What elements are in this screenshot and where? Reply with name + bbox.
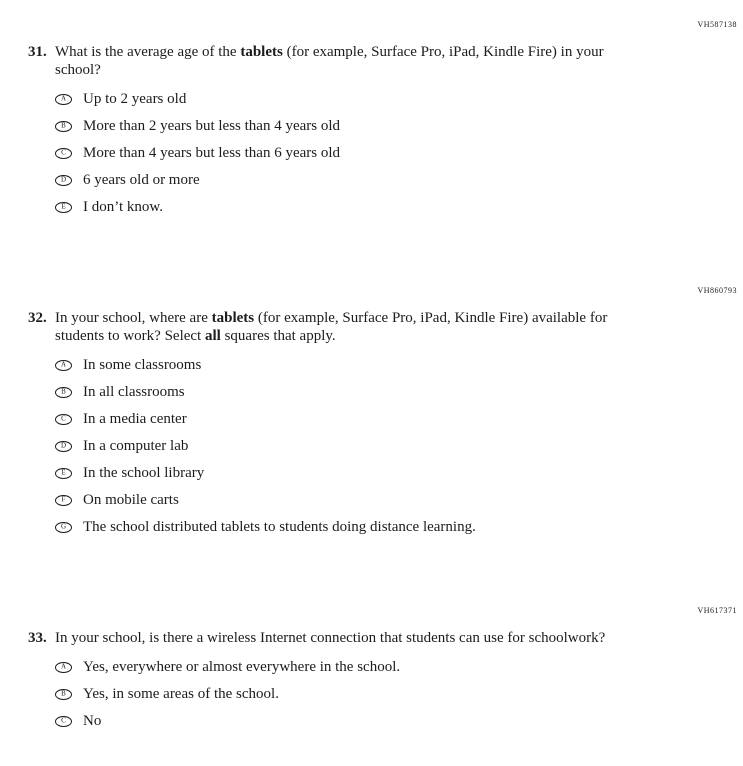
answer-bubble[interactable]	[55, 495, 72, 506]
answer-bubble-letter: C	[61, 148, 66, 156]
answer-bubble-letter: B	[61, 387, 66, 395]
question-number: 33.	[28, 630, 47, 646]
answer-option[interactable]	[55, 437, 737, 455]
answer-bubble[interactable]	[55, 662, 72, 673]
answer-bubble[interactable]	[55, 360, 72, 371]
answer-bubble-letter: E	[61, 202, 66, 210]
answer-option[interactable]	[55, 491, 737, 509]
answer-bubble[interactable]	[55, 441, 72, 452]
answer-option[interactable]	[55, 144, 737, 162]
question-text-segment: In your school, is there a wireless Internet connection that students can use for schoolwork?	[55, 630, 606, 646]
answer-option[interactable]	[55, 90, 737, 108]
answer-bubble-letter: D	[60, 175, 67, 183]
question-text-segment: squares that apply.	[220, 328, 336, 344]
question-block	[28, 286, 737, 536]
answer-bubble-letter: F	[61, 495, 66, 503]
answer-bubble[interactable]	[55, 689, 72, 700]
answer-option-label: In some classrooms	[83, 357, 202, 373]
answer-option-label: In the school library	[83, 465, 205, 481]
answer-bubble-letter: C	[61, 716, 66, 724]
answer-bubble-letter: D	[60, 441, 67, 449]
answer-option[interactable]	[55, 658, 737, 676]
answer-option-label: In a media center	[83, 411, 187, 427]
answer-option[interactable]	[55, 198, 737, 216]
answer-option[interactable]	[55, 464, 737, 482]
answer-bubble-letter: C	[61, 414, 66, 422]
question-code: VH860793	[697, 286, 737, 295]
answer-option[interactable]	[55, 712, 737, 730]
answer-option[interactable]	[55, 171, 737, 189]
answer-bubble[interactable]	[55, 148, 72, 159]
answer-option-label: Yes, everywhere or almost everywhere in the school.	[83, 659, 401, 675]
options-list	[55, 356, 737, 536]
answer-bubble[interactable]	[55, 94, 72, 105]
answer-option[interactable]	[55, 356, 737, 374]
question-row	[28, 309, 737, 345]
answer-option[interactable]	[55, 518, 737, 536]
question-text-segment: (for example, Surface Pro, iPad, Kindle Fire) in your school?	[55, 44, 604, 78]
question-text	[55, 43, 621, 79]
answer-bubble-letter: B	[61, 121, 66, 129]
answer-option-label: More than 4 years but less than 6 years old	[83, 145, 341, 161]
question-text-segment: all	[204, 328, 221, 344]
question-text-segment: What is the average age of the	[55, 44, 241, 60]
answer-option-label: I don’t know.	[83, 199, 163, 215]
questions-list	[28, 20, 737, 730]
answer-bubble[interactable]	[55, 716, 72, 727]
answer-bubble[interactable]	[55, 468, 72, 479]
answer-bubble-letter: A	[60, 94, 67, 102]
answer-bubble-letter: G	[60, 522, 67, 530]
question-row	[28, 629, 737, 647]
answer-bubble[interactable]	[55, 202, 72, 213]
answer-option-label: 6 years old or more	[83, 172, 200, 188]
question-text	[55, 629, 605, 647]
answer-bubble-letter: A	[60, 360, 67, 368]
answer-bubble[interactable]	[55, 175, 72, 186]
answer-option-label: No	[83, 713, 102, 729]
answer-bubble-letter: E	[61, 468, 66, 476]
answer-option-label: Up to 2 years old	[83, 91, 187, 107]
answer-option[interactable]	[55, 383, 737, 401]
question-text	[55, 309, 621, 345]
question-row	[28, 43, 737, 79]
options-list	[55, 90, 737, 216]
answer-option[interactable]	[55, 117, 737, 135]
answer-bubble-letter: B	[61, 689, 66, 697]
answer-option-label: In all classrooms	[83, 384, 185, 400]
question-block	[28, 606, 737, 730]
question-text-segment: In your school, where are	[55, 310, 212, 326]
question-number: 31.	[28, 44, 47, 60]
question-code: VH587138	[697, 20, 737, 29]
options-list	[55, 658, 737, 730]
answer-option-label: More than 2 years but less than 4 years old	[83, 118, 341, 134]
answer-bubble[interactable]	[55, 522, 72, 533]
question-code: VH617371	[697, 606, 737, 615]
answer-option-label: Yes, in some areas of the school.	[83, 686, 279, 702]
answer-bubble[interactable]	[55, 414, 72, 425]
question-block	[28, 20, 737, 216]
answer-bubble-letter: A	[60, 662, 67, 670]
answer-option-label: The school distributed tablets to students doing distance learning.	[83, 519, 476, 535]
answer-bubble[interactable]	[55, 121, 72, 132]
answer-option-label: On mobile carts	[83, 492, 179, 508]
answer-option[interactable]	[55, 410, 737, 428]
question-text-segment: (for example, Surface Pro, iPad, Kindle Fire) available for students to work? Select	[55, 310, 608, 344]
question-text-segment: tablets	[240, 44, 283, 60]
question-text-segment: tablets	[211, 310, 255, 326]
answer-option-label: In a computer lab	[83, 438, 189, 454]
answer-bubble[interactable]	[55, 387, 72, 398]
answer-option[interactable]	[55, 685, 737, 703]
question-number: 32.	[28, 310, 47, 326]
